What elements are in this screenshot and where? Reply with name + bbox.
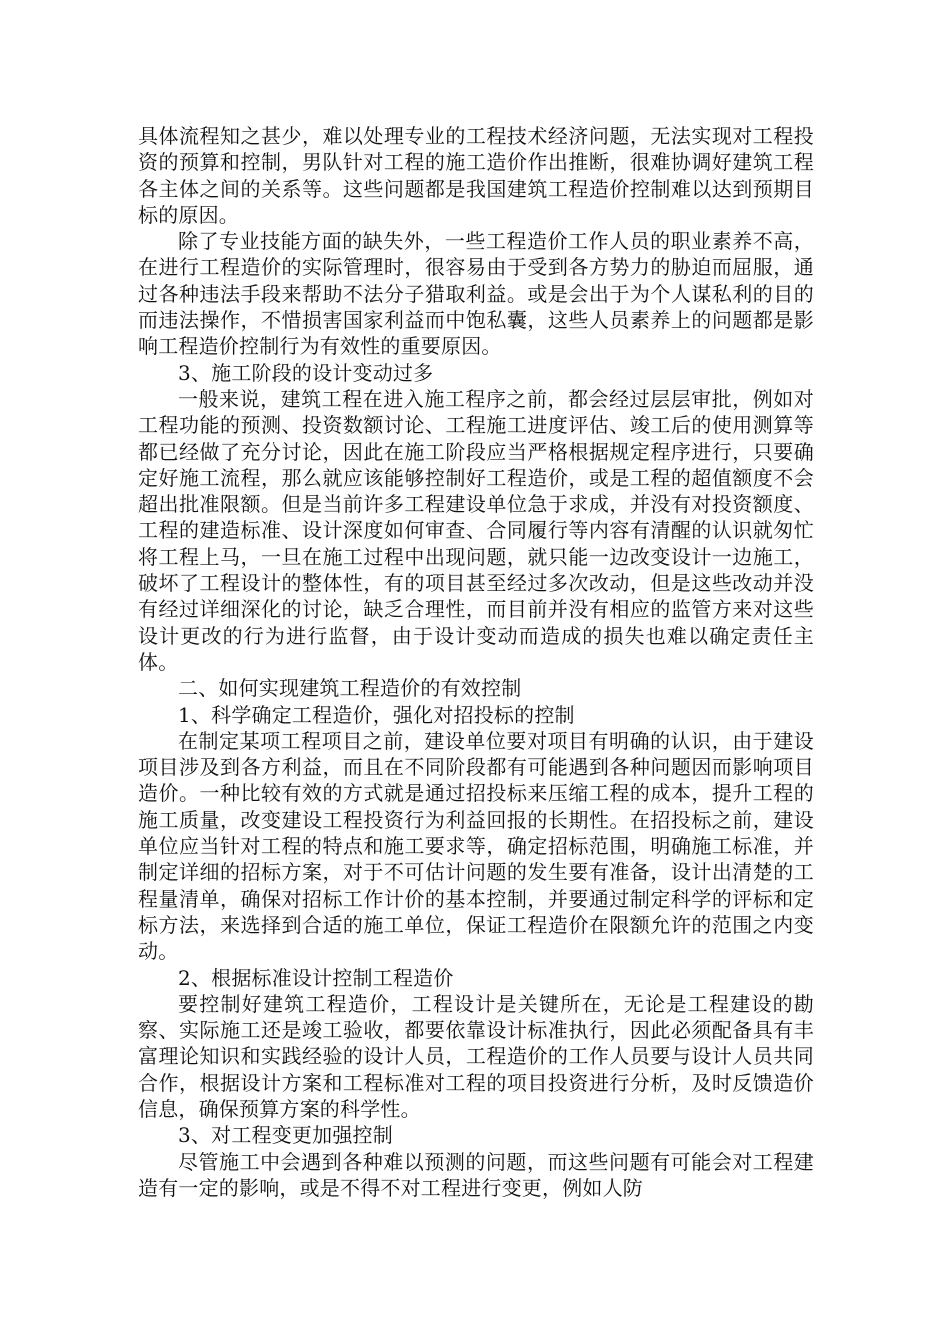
heading-change-control: 3、对工程变更加强控制 [178,1123,393,1148]
paragraph-continuation: 具体流程知之甚少，难以处理专业的工程技术经济问题，无法实现对工程投资的预算和控制，男队针对工程的施工造价作出推断，很难协调好建筑工程各主体之间的关系等。这些问题都是我国建筑工程造价控制难以达到预期目标的原因。 [138,124,814,227]
heading-design-changes: 3、施工阶段的设计变动过多 [178,360,434,385]
paragraph-design-changes: 一般来说，建筑工程在进入施工程序之前，都会经过层层审批，例如对工程功能的预测、投资数额讨论、工程施工进度评估、竣工后的使用测算等都已经做了充分讨论，因此在施工阶段应当严格根据规定程序进行，只要确定好施工流程，那么就应该能够控制好工程造价，或是工程的超值额度不会超出批准限额。但是当前许多工程建设单位急于求成，并没有对投资额度、工程的建造标准、设计深度如何审查、合同履行等内容有清醒的认识就匆忙将工程上马，一旦在施工过程中出现问题，就只能一边改变设计一边施工，破坏了工程设计的整体性，有的项目甚至经过多次改动，但是这些改动并没有经过详细深化的讨论，缺乏合理性，而目前并没有相应的监管方来对这些设计更改的行为进行监督，由于设计变动而造成的损失也难以确定责任主体。 [138,386,814,674]
heading-bidding-control: 1、科学确定工程造价，强化对招投标的控制 [178,702,575,727]
heading-standard-design: 2、根据标准设计控制工程造价 [178,965,454,990]
heading-section-two: 二、如何实现建筑工程造价的有效控制 [178,676,522,701]
paragraph-standard-design: 要控制好建筑工程造价，工程设计是关键所在，无论是工程建设的勘察、实际施工还是竣工验收，都要依靠设计标准执行，因此必须配备具有丰富理论知识和实践经验的设计人员，工程造价的工作人员要与设计人员共同合作，根据设计方案和工程标准对工程的项目投资进行分析，及时反馈造价信息，确保预算方案的科学性。 [138,991,814,1121]
paragraph-bidding-control: 在制定某项工程项目之前，建设单位要对项目有明确的认识，由于建设项目涉及到各方利益，而且在不同阶段都有可能遇到各种问题因而影响项目造价。一种比较有效的方式就是通过招投标来压缩工程的成本，提升工程的施工质量，改变建设工程投资行为利益回报的长期性。在招投标之前，建设单位应当针对工程的特点和施工要求等，确定招标范围，明确施工标准，并制定详细的招标方案，对于不可估计问题的发生要有准备，设计出清楚的工程量清单，确保对招标工作计价的基本控制，并要通过制定科学的评标和定标方法，来选择到合适的施工单位，保证工程造价在限额允许的范围之内变动。 [138,728,814,964]
paragraph-professional-ethics: 除了专业技能方面的缺失外，一些工程造价工作人员的职业素养不高，在进行工程造价的实际管理时，很容易由于受到各方势力的胁迫而屈服，通过各种违法手段来帮助不法分子猎取利益。或是会出于为个人谋私利的目的而违法操作，不惜损害国家利益而中饱私囊，这些人员素养上的问题都是影响工程造价控制行为有效性的重要原因。 [138,229,814,359]
paragraph-change-control: 尽管施工中会遇到各种难以预测的问题，而这些问题有可能会对工程建造有一定的影响，或是不得不对工程进行变更，例如人防 [138,1149,814,1200]
document-page [138,123,814,1201]
